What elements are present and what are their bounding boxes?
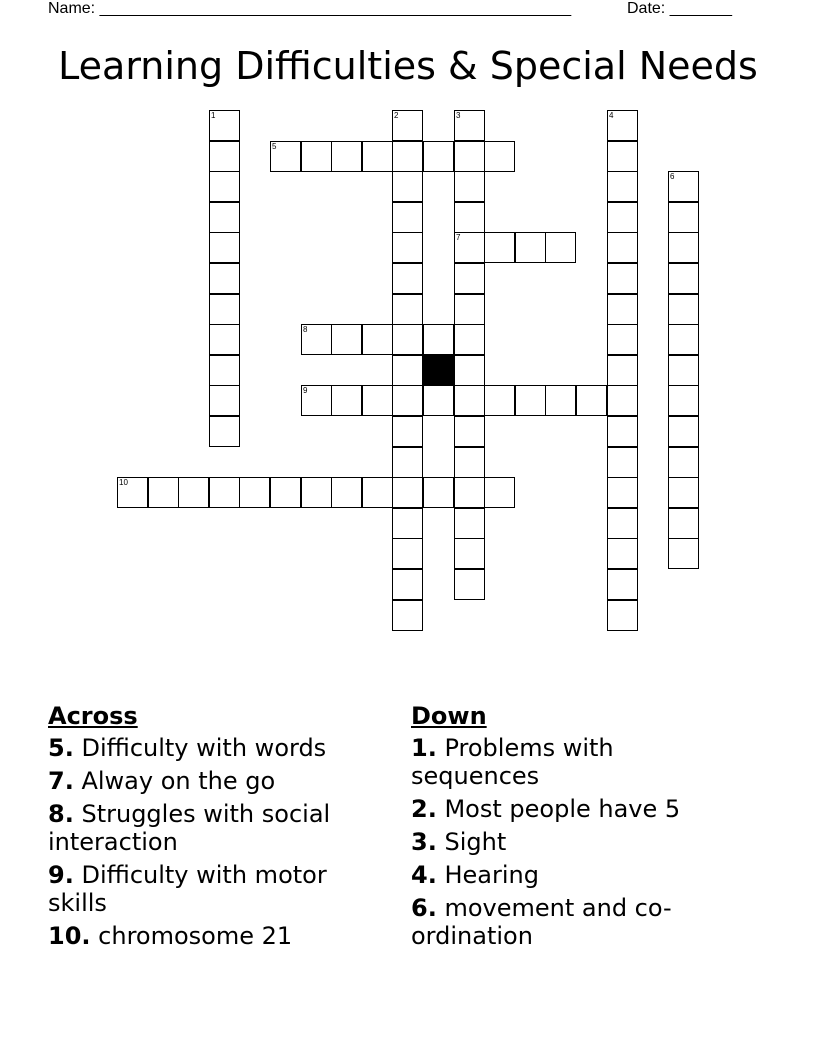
grid-cell	[423, 141, 454, 172]
across-heading: Across	[48, 702, 138, 730]
grid-cell	[392, 600, 423, 631]
grid-cell	[454, 324, 485, 355]
grid-cell	[392, 110, 423, 141]
grid-cell	[423, 385, 454, 416]
grid-cell	[239, 477, 270, 508]
grid-cell	[362, 141, 393, 172]
clue-number: 4.	[411, 861, 437, 889]
grid-cell	[209, 110, 240, 141]
grid-cell	[515, 232, 546, 263]
clue-number: 3.	[411, 828, 437, 856]
grid-cell	[392, 508, 423, 539]
grid-cell	[454, 447, 485, 478]
grid-cell	[362, 385, 393, 416]
grid-cell	[454, 294, 485, 325]
grid-cell	[454, 141, 485, 172]
grid-cell	[392, 294, 423, 325]
clue-text: Problems with sequences	[411, 734, 614, 790]
grid-cell	[209, 202, 240, 233]
grid-cell	[607, 538, 638, 569]
clue-across-8	[48, 800, 368, 856]
clue-down-3	[411, 828, 731, 856]
clue-number-label: 3	[456, 111, 461, 120]
grid-cell	[454, 263, 485, 294]
grid-cell	[209, 141, 240, 172]
grid-cell	[668, 477, 699, 508]
grid-cell	[362, 324, 393, 355]
grid-cell	[607, 447, 638, 478]
grid-cell	[209, 263, 240, 294]
clue-across-7	[48, 767, 368, 795]
grid-cell	[484, 232, 515, 263]
name-field-label: Name: _____________________________________________________	[48, 0, 572, 17]
clue-text: Hearing	[444, 861, 539, 889]
grid-cell	[668, 416, 699, 447]
grid-cell	[545, 385, 576, 416]
clue-number: 10.	[48, 922, 91, 950]
clue-number-label: 6	[670, 172, 675, 181]
grid-cell	[454, 202, 485, 233]
grid-cell	[209, 385, 240, 416]
grid-cell	[607, 263, 638, 294]
grid-cell	[209, 324, 240, 355]
grid-cell	[607, 294, 638, 325]
grid-cell	[607, 477, 638, 508]
grid-cell	[515, 385, 546, 416]
clue-down-1	[411, 734, 731, 790]
grid-cell	[454, 171, 485, 202]
grid-block	[423, 355, 454, 386]
clue-number-label: 2	[394, 111, 399, 120]
grid-cell	[331, 141, 362, 172]
grid-cell	[607, 110, 638, 141]
grid-cell	[331, 385, 362, 416]
clue-text: chromosome 21	[98, 922, 293, 950]
grid-cell	[209, 416, 240, 447]
clue-number: 8.	[48, 800, 74, 828]
grid-cell	[392, 263, 423, 294]
date-field-label: Date: _______	[627, 0, 732, 17]
clue-number-label: 1	[211, 111, 216, 120]
grid-cell	[668, 324, 699, 355]
grid-cell	[668, 202, 699, 233]
grid-cell	[454, 569, 485, 600]
grid-cell	[668, 294, 699, 325]
grid-cell	[392, 477, 423, 508]
grid-cell	[607, 508, 638, 539]
grid-cell	[454, 477, 485, 508]
grid-cell	[392, 202, 423, 233]
grid-cell	[668, 538, 699, 569]
grid-cell	[301, 477, 332, 508]
grid-cell	[392, 416, 423, 447]
clue-number-label: 9	[303, 386, 308, 395]
clue-text: Struggles with social interaction	[48, 800, 331, 856]
clue-down-6	[411, 894, 731, 950]
grid-cell	[209, 232, 240, 263]
grid-cell	[301, 385, 332, 416]
grid-cell	[454, 416, 485, 447]
grid-cell	[668, 385, 699, 416]
grid-cell	[484, 141, 515, 172]
clue-across-10	[48, 922, 368, 950]
grid-cell	[545, 232, 576, 263]
grid-cell	[454, 110, 485, 141]
grid-cell	[607, 416, 638, 447]
clue-number: 1.	[411, 734, 437, 762]
grid-cell	[607, 141, 638, 172]
grid-cell	[392, 538, 423, 569]
clue-across-9	[48, 861, 368, 917]
grid-cell	[607, 600, 638, 631]
grid-cell	[668, 263, 699, 294]
grid-cell	[576, 385, 607, 416]
grid-cell	[607, 324, 638, 355]
grid-cell	[362, 477, 393, 508]
grid-cell	[668, 171, 699, 202]
clue-down-4	[411, 861, 731, 889]
grid-cell	[392, 355, 423, 386]
clue-text: Most people have 5	[444, 795, 681, 823]
grid-cell	[392, 324, 423, 355]
clue-text: Difficulty with words	[81, 734, 327, 762]
grid-cell	[454, 355, 485, 386]
grid-cell	[301, 324, 332, 355]
clue-across-5	[48, 734, 368, 762]
clue-text: Sight	[444, 828, 507, 856]
clue-number-label: 5	[272, 142, 277, 151]
clue-number: 5.	[48, 734, 74, 762]
grid-cell	[148, 477, 179, 508]
clue-text: movement and co-ordination	[411, 894, 672, 950]
clue-number: 2.	[411, 795, 437, 823]
grid-cell	[270, 477, 301, 508]
grid-cell	[668, 232, 699, 263]
grid-cell	[454, 385, 485, 416]
grid-cell	[454, 538, 485, 569]
grid-cell	[117, 477, 148, 508]
grid-cell	[178, 477, 209, 508]
grid-cell	[392, 171, 423, 202]
grid-cell	[392, 385, 423, 416]
down-heading: Down	[411, 702, 487, 730]
grid-cell	[668, 508, 699, 539]
grid-cell	[209, 294, 240, 325]
clue-number: 9.	[48, 861, 74, 889]
grid-cell	[607, 202, 638, 233]
grid-cell	[423, 324, 454, 355]
grid-cell	[454, 232, 485, 263]
clue-number-label: 4	[609, 111, 614, 120]
grid-cell	[331, 324, 362, 355]
grid-cell	[331, 477, 362, 508]
grid-cell	[607, 355, 638, 386]
down-clues	[411, 702, 731, 955]
page-title: Learning Difficulties & Special Needs	[58, 44, 758, 88]
across-clues	[48, 702, 368, 955]
grid-cell	[423, 477, 454, 508]
grid-cell	[392, 232, 423, 263]
grid-cell	[209, 477, 240, 508]
clue-number-label: 8	[303, 325, 308, 334]
clue-number-label: 7	[456, 233, 461, 242]
grid-cell	[607, 569, 638, 600]
grid-cell	[209, 355, 240, 386]
clue-down-2	[411, 795, 731, 823]
grid-cell	[484, 385, 515, 416]
grid-cell	[392, 447, 423, 478]
clue-number: 7.	[48, 767, 74, 795]
grid-cell	[607, 385, 638, 416]
grid-cell	[668, 355, 699, 386]
clue-number: 6.	[411, 894, 437, 922]
grid-cell	[392, 569, 423, 600]
grid-cell	[301, 141, 332, 172]
clue-text: Difficulty with motor skills	[48, 861, 327, 917]
grid-cell	[668, 447, 699, 478]
grid-cell	[454, 508, 485, 539]
grid-cell	[607, 171, 638, 202]
grid-cell	[209, 171, 240, 202]
grid-cell	[270, 141, 301, 172]
grid-cell	[607, 232, 638, 263]
clue-number-label: 10	[119, 478, 128, 487]
clue-text: Alway on the go	[81, 767, 276, 795]
grid-cell	[392, 141, 423, 172]
grid-cell	[484, 477, 515, 508]
